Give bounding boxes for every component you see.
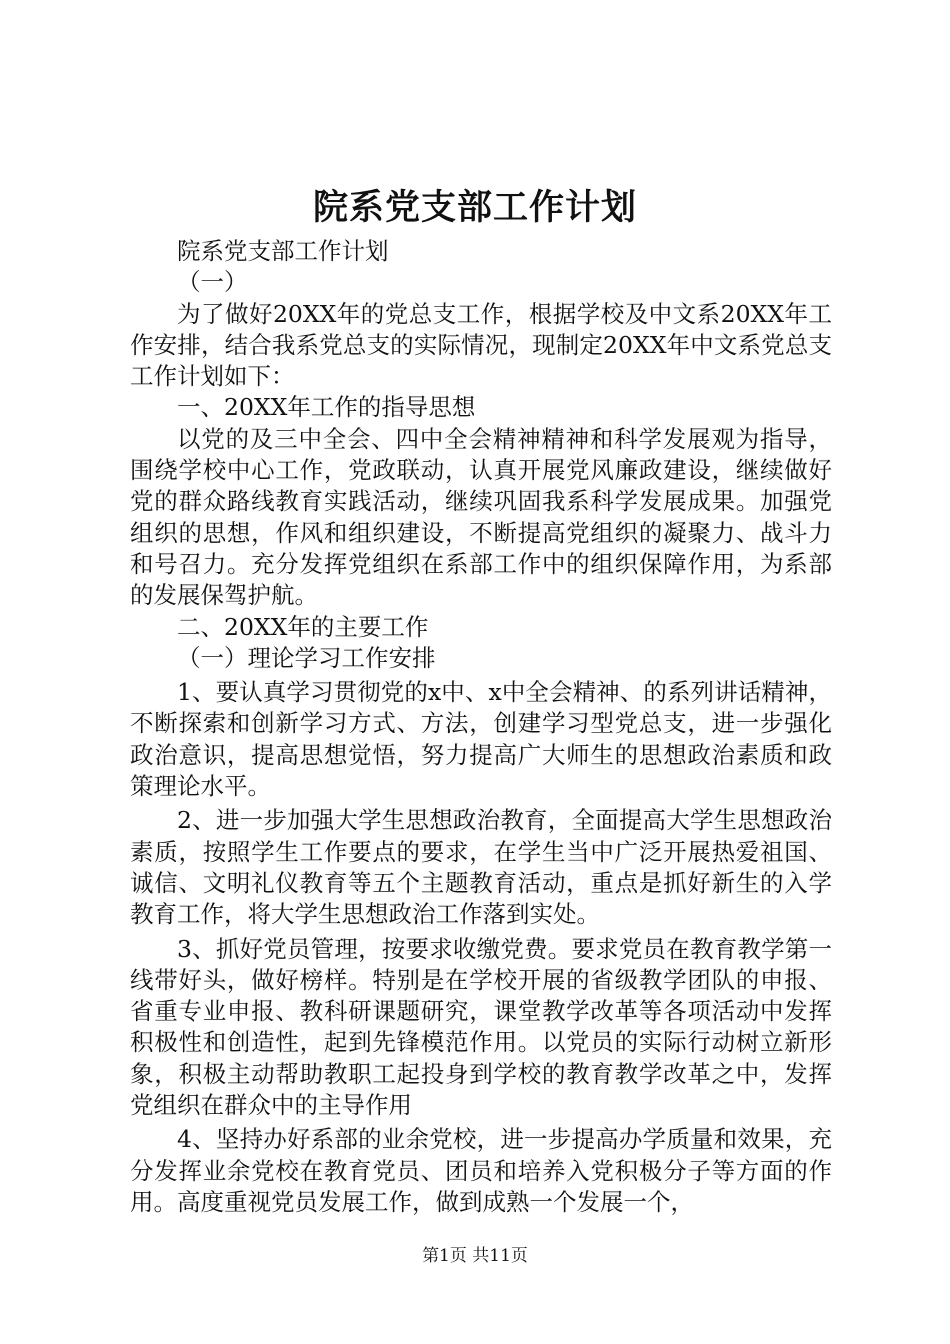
paragraph-item-1: 1、要认真学习贯彻党的x中、x中全会精神、的系列讲话精神，不断探索和创新学习方式、方法，创建学习型党总支，进一步强化政治意识，提高思想觉悟，努力提高广大师生的思想政治素质和政策理论水平。 <box>130 678 832 801</box>
heading-main-work: 二、20XX年的主要工作 <box>177 612 429 641</box>
heading-guiding-thought: 一、20XX年工作的指导思想 <box>177 393 476 422</box>
paragraph-section-marker: （一） <box>177 268 248 297</box>
paragraph-subtitle: 院系党支部工作计划 <box>177 237 389 265</box>
heading-theory-study: （一）理论学习工作安排 <box>177 643 436 672</box>
paragraph-item-2: 2、进一步加强大学生思想政治教育，全面提高大学生思想政治素质，按照学生工作要点的要求，在学生当中广泛开展热爱祖国、诚信、文明礼仪教育等五个主题教育活动，重点是抓好新生的入学教育工作，将大学生思想政治工作落到实处。 <box>130 806 832 929</box>
page-total: 共11页 <box>472 1246 528 1266</box>
paragraph-guiding-thought: 以党的及三中全会、四中全会精神精神和科学发展观为指导，围绕学校中心工作，党政联动，认真开展党风廉政建设，继续做好党的群众路线教育实践活动，继续巩固我系科学发展成果。加强党组织的思想，作风和组织建设，不断提高党组织的凝聚力、战斗力和号召力。充分发挥党组织在系部工作中的组织保障作用，为系部的发展保驾护航。 <box>130 424 832 610</box>
page-footer <box>0 1246 950 1266</box>
paragraph-item-4: 4、坚持办好系部的业余党校，进一步提高办学质量和效果，充分发挥业余党校在教育党员、团员和培养入党积极分子等方面的作用。高度重视党员发展工作，做到成熟一个发展一个， <box>130 1125 832 1216</box>
paragraph-item-3: 3、抓好党员管理，按要求收缴党费。要求党员在教育教学第一线带好头，做好榜样。特别是在学校开展的省级教学团队的申报、省重专业申报、教科研课题研究，课堂教学改革等各项活动中发挥积极性和创造性，起到先锋模范作用。以党员的实际行动树立新形象，积极主动帮助教职工起投身到学校的教育教学改革之中，发挥党组织在群众中的主导作用 <box>130 934 832 1120</box>
page-number: 第1页 <box>422 1246 467 1266</box>
document-body <box>130 236 832 1218</box>
paragraph-intro: 为了做好20XX年的党总支工作，根据学校及中文系20XX年工作安排，结合我系党总支的实际情况，现制定20XX年中文系党总支工作计划如下： <box>130 299 832 391</box>
document-title: 院系党支部工作计划 <box>312 187 637 228</box>
